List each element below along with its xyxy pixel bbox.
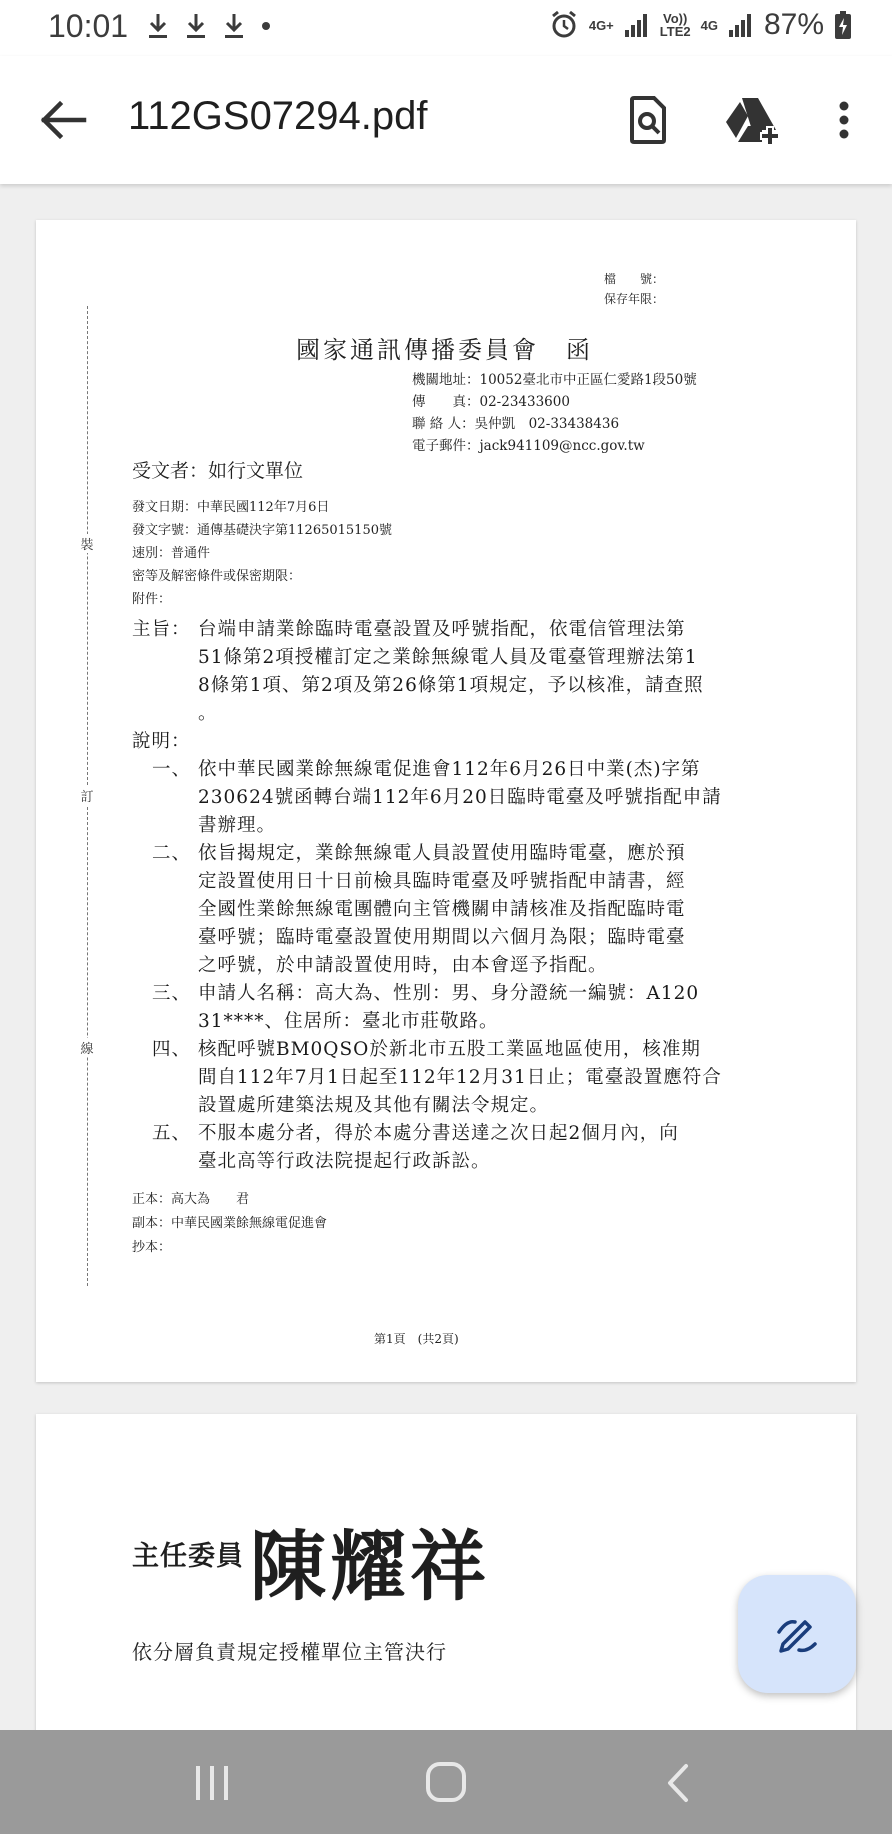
explain-label: 說明： [132,731,191,752]
download-icon [184,12,208,40]
sender-address: 機關地址：10052臺北市中正區仁愛路1段50號 [412,372,697,388]
item-line: 230624號函轉台端112年6月20日臨時電臺及呼號指配申請 [198,787,722,808]
attachments: 附件： [132,592,172,607]
item-line: 依中華民國業餘無線電促進會112年6月26日中業(杰)字第 [198,759,701,780]
page-number: 第1頁 (共2頁) [374,1332,459,1346]
alarm-icon [549,10,579,40]
back-arrow-icon[interactable] [36,96,88,144]
item-line: 間自112年7月1日起至112年12月31日止；電臺設置應符合 [198,1067,722,1088]
navigation-bar [0,1730,892,1834]
signal-icon [624,12,650,38]
urgency: 速別：普通件 [132,546,211,561]
annotate-fab[interactable] [738,1575,856,1693]
retention-label: 保存年限： [604,292,665,306]
document-title: 國家通訊傳播委員會 函 [296,336,593,364]
original-copy: 正本：高大為 君 [132,1192,250,1207]
item-line: 書辦理。 [198,815,277,836]
subject-line: 51條第2項授權訂定之業餘無線電人員及電臺管理辦法第1 [198,647,698,668]
network-type-1: 4G+ [588,17,614,33]
item-line: 31****、住居所：臺北市莊敬路。 [198,1011,499,1032]
subject-line: 。 [198,703,218,724]
item-line: 全國性業餘無線電團體向主管機關申請核准及指配臨時電 [198,899,686,920]
item-line: 臺呼號；臨時電臺設置使用期間以六個月為限；臨時電臺 [198,927,686,948]
sender-contact: 聯 絡 人：吳仲凱 02-33438436 [412,416,620,432]
delegation-note: 依分層負責規定授權單位主管決行 [132,1640,447,1664]
binding-mark: 訂 [76,786,98,805]
item-number: 三、 [152,983,192,1004]
download-icon [146,12,170,40]
recipient: 受文者：如行文單位 [132,460,304,482]
system-status [549,8,852,42]
pdf-page-1 [36,220,856,1382]
network-type-2: 4G [700,17,718,33]
item-line: 依旨揭規定，業餘無線電人員設置使用臨時電臺，應於預 [198,843,686,864]
issue-date: 發文日期：中華民國112年7月6日 [132,500,330,515]
duplicate-copy: 副本：中華民國業餘無線電促進會 [132,1216,328,1231]
chair-title: 主任委員 [132,1541,244,1572]
item-line: 之呼號，於申請設置使用時，由本會逕予指配。 [198,955,608,976]
item-line: 臺北高等行政法院提起行政訴訟。 [198,1151,491,1172]
subject-line: 台端申請業餘臨時電臺設置及呼號指配，依電信管理法第 [198,619,686,640]
item-line: 不服本處分者，得於本處分書送達之次日起2個月內，向 [198,1123,679,1144]
item-number: 五、 [152,1123,192,1144]
status-time: 10:01 [48,8,129,44]
battery-charging-icon [834,10,852,40]
file-number-label: 檔 號： [604,272,665,286]
item-number: 二、 [152,843,192,864]
subject-label: 主旨： [132,619,191,640]
annotate-pen-icon [773,1610,821,1658]
item-number: 一、 [152,759,192,780]
subject-line: 8條第1項、第2項及第26條第1項規定，予以核准，請查照 [198,675,704,696]
dot-icon [260,12,272,40]
file-name-title: 112GS07294.pdf [128,94,428,138]
item-line: 核配呼號BM0QSO於新北市五股工業區地區使用，核准期 [198,1039,701,1060]
item-line: 定設置使用日十日前檢具臨時電臺及呼號指配申請書，經 [198,871,686,892]
issue-number: 發文字號：通傳基礎決字第11265015150號 [132,523,392,538]
sender-fax: 傳 真：02-23433600 [412,394,570,410]
back-icon[interactable] [650,1758,710,1808]
chair-signature: 陳耀祥 [250,1522,490,1611]
confidentiality: 密等及解密條件或保密期限： [132,569,302,584]
signal-icon [728,12,754,38]
find-in-page-icon[interactable] [620,92,676,148]
more-vert-icon[interactable] [824,92,864,148]
recents-icon[interactable] [182,1758,242,1808]
battery-percent: 87% [763,8,824,41]
add-to-drive-icon[interactable] [722,92,782,148]
app-bar [0,56,892,184]
item-line: 設置處所建築法規及其他有關法令規定。 [198,1095,550,1116]
home-icon[interactable] [416,1758,476,1808]
volte-indicator: Vo)) LTE2 [659,11,691,39]
download-icon [222,12,246,40]
transcript-copy: 抄本： [132,1240,172,1255]
status-bar [0,0,892,56]
item-line: 申請人名稱：高大為、性別：男、身分證統一編號：A120 [198,983,700,1004]
binding-mark: 線 [76,1038,98,1057]
binding-mark: 裝 [76,534,98,553]
notification-icons [146,12,272,40]
item-number: 四、 [152,1039,192,1060]
sender-email: 電子郵件：jack941109@ncc.gov.tw [412,438,645,454]
